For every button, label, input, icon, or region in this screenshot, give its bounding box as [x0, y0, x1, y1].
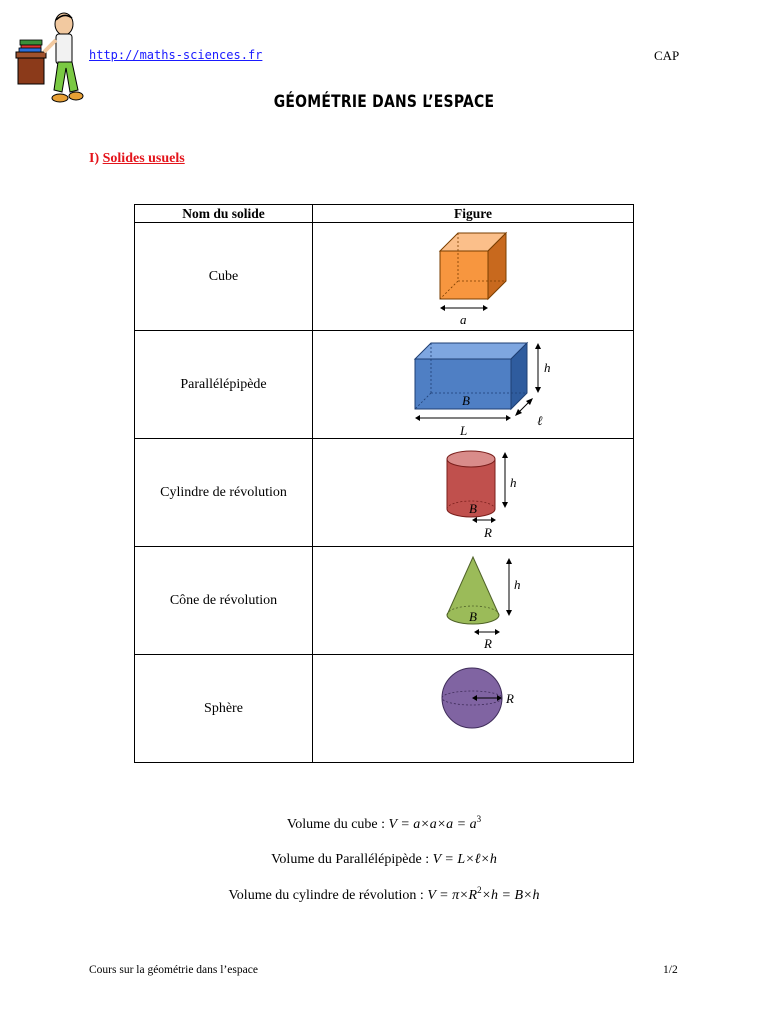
section-number: I) — [89, 151, 100, 166]
formula-cube-expr: V = a×a×a = a — [388, 817, 477, 832]
label-R: R — [484, 636, 492, 651]
label-B: B — [462, 393, 470, 408]
cone-figure — [313, 547, 633, 654]
header-name: Nom du solide — [135, 205, 313, 223]
formula-cylinder — [0, 885, 768, 904]
section-heading — [89, 151, 185, 167]
table-row — [135, 655, 634, 763]
section-title: Solides usuels — [102, 151, 185, 166]
formula-cylinder-expr2: ×h = B×h — [481, 888, 540, 903]
figure-cell — [313, 223, 634, 331]
solids-table — [134, 204, 634, 763]
label-B: B — [469, 501, 477, 516]
header-figure: Figure — [313, 205, 634, 223]
page-title: GÉOMÉTRIE DANS L’ESPACE — [273, 92, 495, 112]
label-h: h — [514, 577, 521, 592]
solid-name: Cône de révolution — [135, 547, 313, 655]
solid-name: Sphère — [135, 655, 313, 763]
label-L: L — [460, 423, 468, 438]
figure-cell — [313, 331, 634, 439]
formula-cylinder-exp: 2 — [477, 885, 482, 895]
page-number: 1/2 — [663, 964, 678, 976]
solid-name: Cylindre de révolution — [135, 439, 313, 547]
formula-cube-exp: 3 — [476, 814, 482, 824]
table-row — [135, 439, 634, 547]
table-row — [135, 547, 634, 655]
level-label: CAP — [654, 48, 680, 63]
solid-name: Parallélépipède — [135, 331, 313, 439]
label-R: R — [506, 691, 514, 706]
formula-parallelepiped — [0, 852, 768, 868]
cylinder-figure — [313, 439, 633, 546]
table-row — [135, 331, 634, 439]
formula-cube-label: Volume du cube : — [286, 817, 389, 832]
label-h: h — [544, 360, 551, 375]
sphere-figure — [313, 655, 633, 762]
figure-cell — [313, 547, 634, 655]
formula-cube — [0, 814, 768, 833]
label-B: B — [469, 609, 477, 624]
table-header-row — [135, 205, 634, 223]
formula-cylinder-expr1: V = π×R — [427, 888, 478, 903]
cube-figure — [313, 223, 633, 330]
parallelepiped-figure — [313, 331, 633, 438]
figure-cell — [313, 655, 634, 763]
label-l: ℓ — [537, 413, 543, 428]
table-row — [135, 223, 634, 331]
footer-text: Cours sur la géométrie dans l’espace — [89, 964, 258, 976]
label-a: a — [460, 312, 467, 327]
label-h: h — [510, 475, 517, 490]
solid-name: Cube — [135, 223, 313, 331]
formula-parallelepiped-expr: V = L×ℓ×h — [432, 852, 497, 867]
figure-cell — [313, 439, 634, 547]
formula-cylinder-label: Volume du cylindre de révolution : — [228, 888, 428, 903]
formula-parallelepiped-label: Volume du Parallélépipède : — [271, 852, 433, 867]
label-R: R — [484, 525, 492, 540]
website-link[interactable]: http://maths-sciences.fr — [89, 48, 263, 62]
